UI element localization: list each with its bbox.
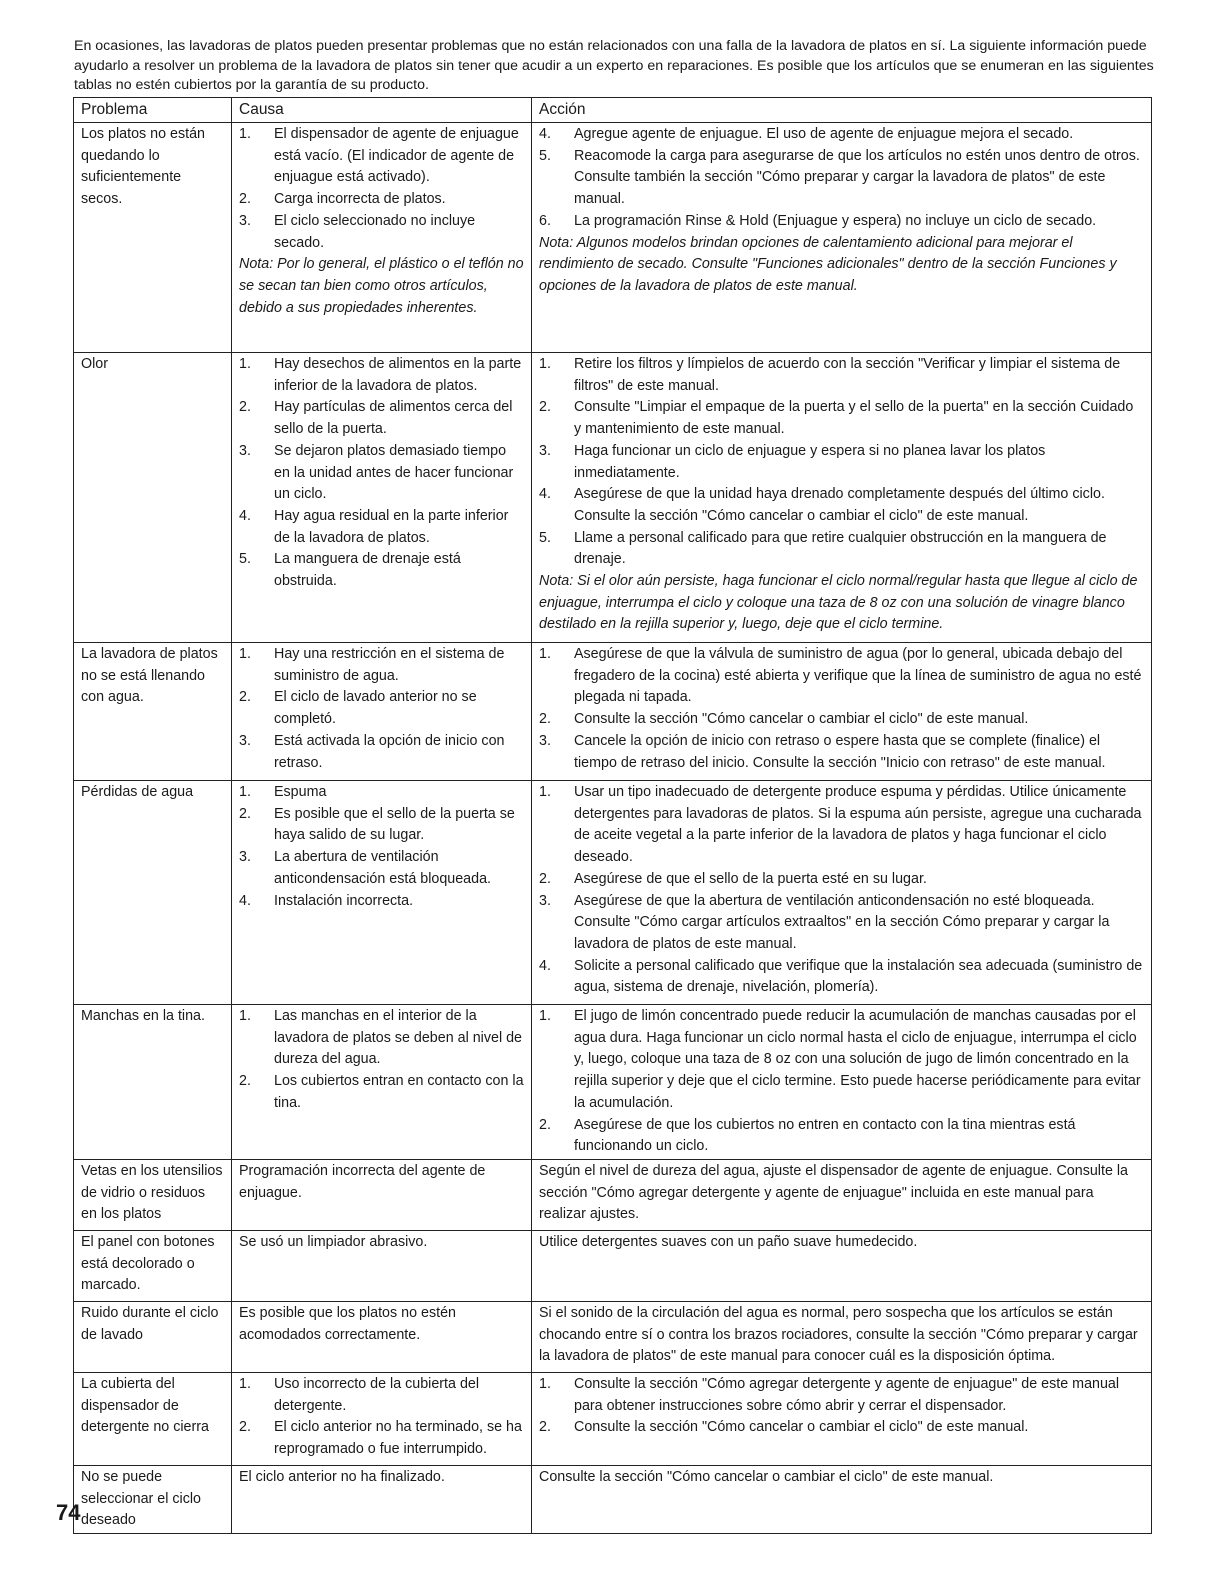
action-list — [539, 124, 1144, 233]
list-item — [239, 354, 524, 397]
item-number: 3. — [539, 442, 551, 459]
list-item — [539, 484, 1144, 527]
list-item — [539, 1417, 1144, 1439]
list-item — [539, 1374, 1144, 1417]
item-text: El jugo de limón concentrado puede reducir la acumulación de manchas causadas por el agua dura. Haga funcionar un ciclo normal hasta el ciclo de enjuague, interrumpa el ciclo y, luego, coloque una taza de 8 oz con una solución de jugo de limón concentrado en la rejilla superior y deje que el ciclo termine. Esto puede hacerse periódicamente para evitar la acumulación. — [574, 1008, 1141, 1111]
item-number: 1. — [539, 1008, 551, 1024]
list-item — [239, 644, 524, 687]
list-item — [239, 441, 524, 506]
item-number: 4. — [239, 507, 251, 524]
item-number: 2. — [539, 1419, 551, 1436]
item-number: 2. — [539, 870, 551, 887]
action-cell: Según el nivel de dureza del agua, ajuste el dispensador de agente de enjuague. Consulte la sección "Cómo agregar detergente y agente de enjuague" incluida en este manual para realizar ajustes. — [532, 1159, 1152, 1230]
item-text: Uso incorrecto de la cubierta del detergente. — [274, 1375, 480, 1414]
table-row — [74, 1301, 1152, 1372]
action-note: Nota: Si el olor aún persiste, haga funcionar el ciclo normal/regular hasta que llegue al ciclo de enjuague, interrumpa el ciclo y coloque una taza de 8 oz con una solución de vinagre blanco destilado en la rejilla superior y, luego, deje que el ciclo termine. — [539, 573, 1138, 633]
list-item — [239, 506, 524, 549]
cause-cell — [232, 1372, 532, 1465]
cause-list — [239, 644, 524, 774]
header-accion: Acción — [532, 98, 1152, 123]
item-text: Haga funcionar un ciclo de enjuague y espera si no planea lavar los platos inmediatamente. — [574, 442, 1046, 481]
list-item — [239, 1374, 524, 1417]
item-number: 1. — [239, 1008, 251, 1024]
list-item — [239, 397, 524, 440]
table-row — [74, 1230, 1152, 1301]
list-item — [539, 528, 1144, 571]
item-text: Cancele la opción de inicio con retraso o espere hasta que se complete (finalice) el tiempo de retraso del inicio. Consulte la sección "Inicio con retraso" de este manual. — [574, 732, 1106, 771]
item-number: 6. — [539, 212, 551, 229]
item-text: Asegúrese de que la válvula de suministro de agua (por lo general, ubicada debajo del fregadero de la cocina) esté abierta y verifique que la línea de suministro de agua no esté plegada ni tapada. — [574, 646, 1142, 706]
item-text: Consulte la sección "Cómo cancelar o cambiar el ciclo" de este manual. — [574, 711, 1029, 728]
item-text: Se dejaron platos demasiado tiempo en la unidad antes de hacer funcionar un ciclo. — [274, 442, 514, 503]
item-number: 4. — [239, 892, 251, 909]
item-text: Las manchas en el interior de la lavadora de platos se deben al nivel de dureza del agua. — [274, 1008, 522, 1068]
cause-cell — [232, 781, 532, 1005]
action-list — [539, 1006, 1144, 1158]
list-item — [539, 644, 1144, 709]
action-list — [539, 354, 1144, 571]
list-item — [239, 124, 524, 189]
list-item — [539, 869, 1144, 891]
list-item — [539, 124, 1144, 146]
item-text: Reacomode la carga para asegurarse de que los artículos no estén unos dentro de otros. Consulte también la sección "Cómo preparar y cargar la lavadora de platos" de este manual. — [574, 147, 1140, 208]
item-number: 1. — [539, 356, 551, 372]
item-text: Hay una restricción en el sistema de suministro de agua. — [274, 646, 505, 684]
item-text: El ciclo anterior no ha terminado, se ha reprogramado o fue interrumpido. — [274, 1419, 522, 1458]
item-text: Espuma — [274, 784, 327, 800]
item-text: Consulte la sección "Cómo cancelar o cambiar el ciclo" de este manual. — [574, 1419, 1029, 1436]
list-item — [239, 189, 524, 211]
list-item — [239, 687, 524, 730]
item-number: 2. — [239, 1419, 251, 1436]
list-item — [539, 956, 1144, 999]
problem-cell: La cubierta del dispensador de detergente no cierra — [74, 1372, 232, 1465]
table-row — [74, 353, 1152, 643]
problem-cell: Los platos no están quedando lo suficientemente secos. — [74, 123, 232, 353]
header-causa: Causa — [232, 98, 532, 123]
cause-cell: Programación incorrecta del agente de enjuague. — [232, 1159, 532, 1230]
item-text: Usar un tipo inadecuado de detergente produce espuma y pérdidas. Utilice únicamente detergentes para lavadoras de platos. Si la espuma aún persiste, agregue una cucharada de aceite vegetal a la parte inferior de la lavadora de platos y haga funcionar el ciclo deseado. — [574, 784, 1142, 866]
action-note: Nota: Algunos modelos brindan opciones de calentamiento adicional para mejorar el rendimiento de secado. Consulte "Funciones adicionales" dentro de la sección Funciones y opciones de la lavadora de platos de este manual. — [539, 234, 1117, 294]
action-cell: Consulte la sección "Cómo cancelar o cambiar el ciclo" de este manual. — [532, 1465, 1152, 1533]
table-row — [74, 781, 1152, 1005]
item-text: Asegúrese de que los cubiertos no entren en contacto con la tina mientras está funcionando un ciclo. — [574, 1116, 1076, 1155]
item-text: La programación Rinse & Hold (Enjuague y espera) no incluye un ciclo de secado. — [574, 212, 1097, 229]
cause-list — [239, 1006, 524, 1115]
problem-cell: Ruido durante el ciclo de lavado — [74, 1301, 232, 1372]
cause-cell — [232, 123, 532, 353]
item-text: La manguera de drenaje está obstruida. — [274, 551, 461, 590]
item-number: 3. — [239, 849, 251, 866]
item-text: El dispensador de agente de enjuague está vacío. (El indicador de agente de enjuague está activado). — [274, 126, 519, 186]
list-item — [239, 847, 524, 890]
item-number: 3. — [539, 892, 551, 909]
problem-cell: No se puede seleccionar el ciclo deseado — [74, 1465, 232, 1533]
list-item — [539, 354, 1144, 397]
item-text: Hay agua residual en la parte inferior de la lavadora de platos. — [274, 507, 509, 546]
item-number: 2. — [239, 191, 251, 208]
intro-paragraph: En ocasiones, las lavadoras de platos pueden presentar problemas que no están relacionados con una falla de la lavadora de platos en sí. La siguiente información puede ayudarlo a resolver un problema de la lavadora de platos sin tener que acudir a un experto en reparaciones. Es posible que los artículos que se enumeran en las siguientes tablas no estén cubiertos por la garantía de su producto. — [74, 38, 1154, 93]
cause-list — [239, 1374, 524, 1461]
item-text: Es posible que el sello de la puerta se haya salido de su lugar. — [274, 805, 515, 844]
action-cell — [532, 1372, 1152, 1465]
list-item — [539, 709, 1144, 731]
cause-list — [239, 782, 524, 912]
table-row — [74, 123, 1152, 353]
problem-cell: Vetas en los utensilios de vidrio o residuos en los platos — [74, 1159, 232, 1230]
item-number: 2. — [239, 689, 251, 706]
list-item — [239, 549, 524, 592]
cause-cell: El ciclo anterior no ha finalizado. — [232, 1465, 532, 1533]
item-text: Consulte "Limpiar el empaque de la puerta y el sello de la puerta" en la sección Cuidado y mantenimiento de este manual. — [574, 399, 1134, 438]
action-list — [539, 1374, 1144, 1439]
item-number: 1. — [239, 1375, 251, 1392]
list-item — [539, 441, 1144, 484]
item-number: 4. — [539, 486, 551, 503]
action-cell — [532, 1005, 1152, 1160]
item-number: 3. — [239, 442, 251, 459]
item-number: 5. — [539, 147, 551, 164]
list-item — [239, 1071, 524, 1114]
item-number: 1. — [239, 646, 251, 662]
cause-cell: Es posible que los platos no estén acomodados correctamente. — [232, 1301, 532, 1372]
list-item — [239, 731, 524, 774]
item-number: 3. — [239, 212, 251, 229]
list-item — [539, 146, 1144, 211]
list-item — [539, 782, 1144, 869]
table-row — [74, 1465, 1152, 1533]
item-number: 2. — [539, 399, 551, 416]
item-number: 5. — [539, 529, 551, 546]
cause-cell: Se usó un limpiador abrasivo. — [232, 1230, 532, 1301]
item-number: 4. — [539, 126, 551, 142]
cause-cell — [232, 1005, 532, 1160]
problem-cell: Pérdidas de agua — [74, 781, 232, 1005]
problem-cell: La lavadora de platos no se está llenando con agua. — [74, 643, 232, 781]
item-number: 1. — [239, 356, 251, 372]
list-item — [539, 1006, 1144, 1115]
item-number: 1. — [239, 784, 251, 800]
item-number: 1. — [539, 646, 551, 662]
list-item — [539, 891, 1144, 956]
cause-list — [239, 354, 524, 593]
action-cell: Si el sonido de la circulación del agua es normal, pero sospecha que los artículos se están chocando entre sí o contra los brazos rociadores, consulte la sección "Cómo preparar y cargar la lavadora de platos" de este manual para conocer cuál es la disposición óptima. — [532, 1301, 1152, 1372]
item-number: 1. — [539, 1375, 551, 1392]
item-text: Asegúrese de que la unidad haya drenado completamente después del último ciclo. Consulte la sección "Cómo cancelar o cambiar el ciclo" de este manual. — [574, 486, 1105, 524]
action-cell — [532, 781, 1152, 1005]
header-problema: Problema — [74, 98, 232, 123]
table-row — [74, 1159, 1152, 1230]
item-text: Hay desechos de alimentos en la parte inferior de la lavadora de platos. — [274, 356, 522, 394]
action-cell: Utilice detergentes suaves con un paño suave humedecido. — [532, 1230, 1152, 1301]
action-list — [539, 782, 1144, 999]
table-row — [74, 1372, 1152, 1465]
table-row — [74, 1005, 1152, 1160]
action-cell — [532, 353, 1152, 643]
problem-cell: Manchas en la tina. — [74, 1005, 232, 1160]
item-text: Solicite a personal calificado que verifique que la instalación sea adecuada (suministro de agua, sistema de drenaje, nivelación, plomería). — [574, 957, 1143, 996]
item-number: 1. — [539, 784, 551, 800]
list-item — [539, 1115, 1144, 1158]
item-text: Agregue agente de enjuague. El uso de agente de enjuague mejora el secado. — [574, 126, 1074, 142]
cause-cell — [232, 353, 532, 643]
item-text: Carga incorrecta de platos. — [274, 191, 446, 208]
item-number: 4. — [539, 957, 551, 974]
list-item — [239, 1417, 524, 1460]
item-number: 2. — [239, 399, 251, 416]
item-text: Asegúrese de que la abertura de ventilación anticondensación no esté bloqueada. Consulte "Cómo cargar artículos extraaltos" en la sección Cómo preparar y cargar la lavadora de platos de este manual. — [574, 892, 1110, 952]
list-item — [539, 211, 1144, 233]
item-number: 1. — [239, 126, 251, 142]
item-number: 2. — [239, 805, 251, 822]
list-item — [239, 1006, 524, 1071]
item-number: 3. — [539, 732, 551, 749]
cause-note: Nota: Por lo general, el plástico o el teflón no se secan tan bien como otros artículos, debido a sus propiedades inherentes. — [239, 256, 524, 316]
list-item — [539, 731, 1144, 774]
list-item — [239, 211, 524, 254]
list-item — [239, 891, 524, 913]
list-item — [239, 782, 524, 804]
page-number: 74 — [56, 1500, 81, 1525]
item-text: Instalación incorrecta. — [274, 892, 414, 909]
item-text: Llame a personal calificado para que retire cualquier obstrucción en la manguera de drenaje. — [574, 529, 1107, 568]
item-text: La abertura de ventilación anticondensación está bloqueada. — [274, 849, 492, 887]
table-header-row — [74, 98, 1152, 123]
item-text: El ciclo de lavado anterior no se completó. — [274, 689, 477, 728]
item-text: El ciclo seleccionado no incluye secado. — [274, 212, 476, 251]
item-text: Retire los filtros y límpielos de acuerdo con la sección "Verificar y limpiar el sistema de filtros" de este manual. — [574, 356, 1121, 394]
table-row — [74, 643, 1152, 781]
item-text: Hay partículas de alimentos cerca del sello de la puerta. — [274, 399, 513, 438]
item-text: Asegúrese de que el sello de la puerta esté en su lugar. — [574, 870, 927, 887]
item-number: 2. — [239, 1073, 251, 1090]
action-list — [539, 644, 1144, 774]
item-text: Está activada la opción de inicio con retraso. — [274, 732, 505, 771]
item-text: Consulte la sección "Cómo agregar detergente y agente de enjuague" de este manual para obtener instrucciones sobre cómo abrir y cerrar el dispensador. — [574, 1375, 1120, 1414]
cause-list — [239, 124, 524, 254]
problem-cell: El panel con botones está decolorado o marcado. — [74, 1230, 232, 1301]
action-cell — [532, 123, 1152, 353]
cause-cell — [232, 643, 532, 781]
item-number: 3. — [239, 732, 251, 749]
list-item — [539, 397, 1144, 440]
item-number: 5. — [239, 551, 251, 568]
item-number: 2. — [539, 1116, 551, 1133]
problem-cell: Olor — [74, 353, 232, 643]
item-number: 2. — [539, 711, 551, 728]
action-cell — [532, 643, 1152, 781]
troubleshooting-table — [73, 97, 1152, 1534]
item-text: Los cubiertos entran en contacto con la tina. — [274, 1073, 524, 1111]
list-item — [239, 804, 524, 847]
